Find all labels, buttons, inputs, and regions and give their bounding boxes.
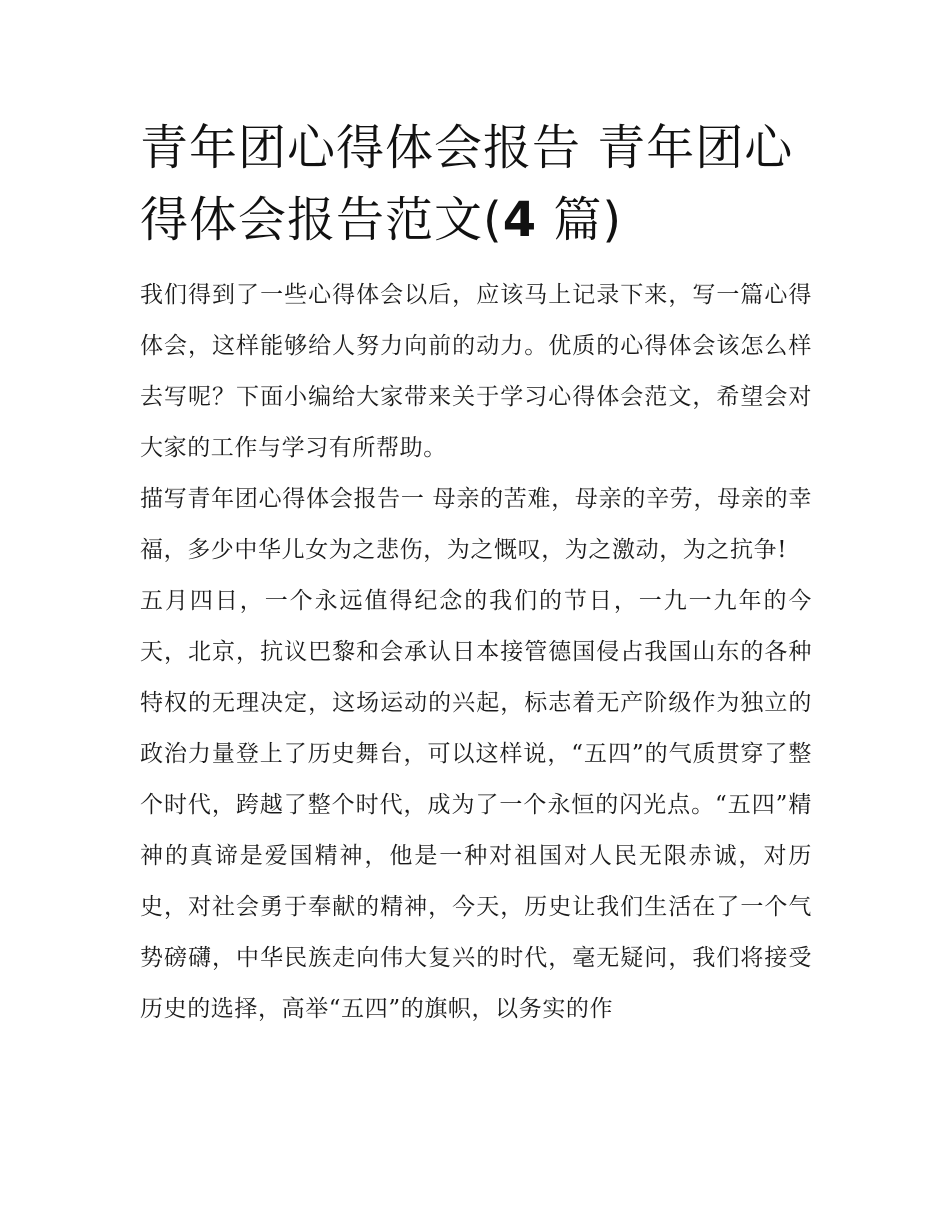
section-one-opening-paragraph: 描写青年团心得体会报告一 母亲的苦难，母亲的辛劳，母亲的幸福，多少中华儿女为之悲伤，为之慨叹，为之激动，为之抗争! xyxy=(140,486,812,563)
title-text-part2: 篇) xyxy=(537,192,623,248)
document-page xyxy=(140,112,812,1035)
intro-paragraph: 我们得到了一些心得体会以后，应该马上记录下来，写一篇心得体会，这样能够给人努力向前的动力。优质的心得体会该怎么样去写呢？下面小编给大家带来关于学习心得体会范文，希望会对大家的工作与学习有所帮助。 xyxy=(140,282,812,461)
document-title xyxy=(140,112,812,256)
title-count: 4 xyxy=(502,192,538,248)
may-fourth-paragraph: 五月四日，一个永远值得纪念的我们的节日，一九一九年的今天，北京，抗议巴黎和会承认日本接管德国侵占我国山东的各种特权的无理决定，这场运动的兴起，标志着无产阶级作为独立的政治力量登上了历史舞台，可以这样说，“五四”的气质贯穿了整个时代，跨越了整个时代，成为了一个永恒的闪光点。“五四”精神的真谛是爱国精神，他是一种对祖国对人民无限赤诚，对历史，对社会勇于奉献的精神，今天，历史让我们生活在了一个气势磅礴，中华民族走向伟大复兴的时代，毫无疑问，我们将接受历史的选择，高举“五四”的旗帜，以务实的作 xyxy=(140,588,812,1022)
title-text-part1: 青年团心得体会报告 青年团心得体会报告范文( xyxy=(140,120,794,248)
